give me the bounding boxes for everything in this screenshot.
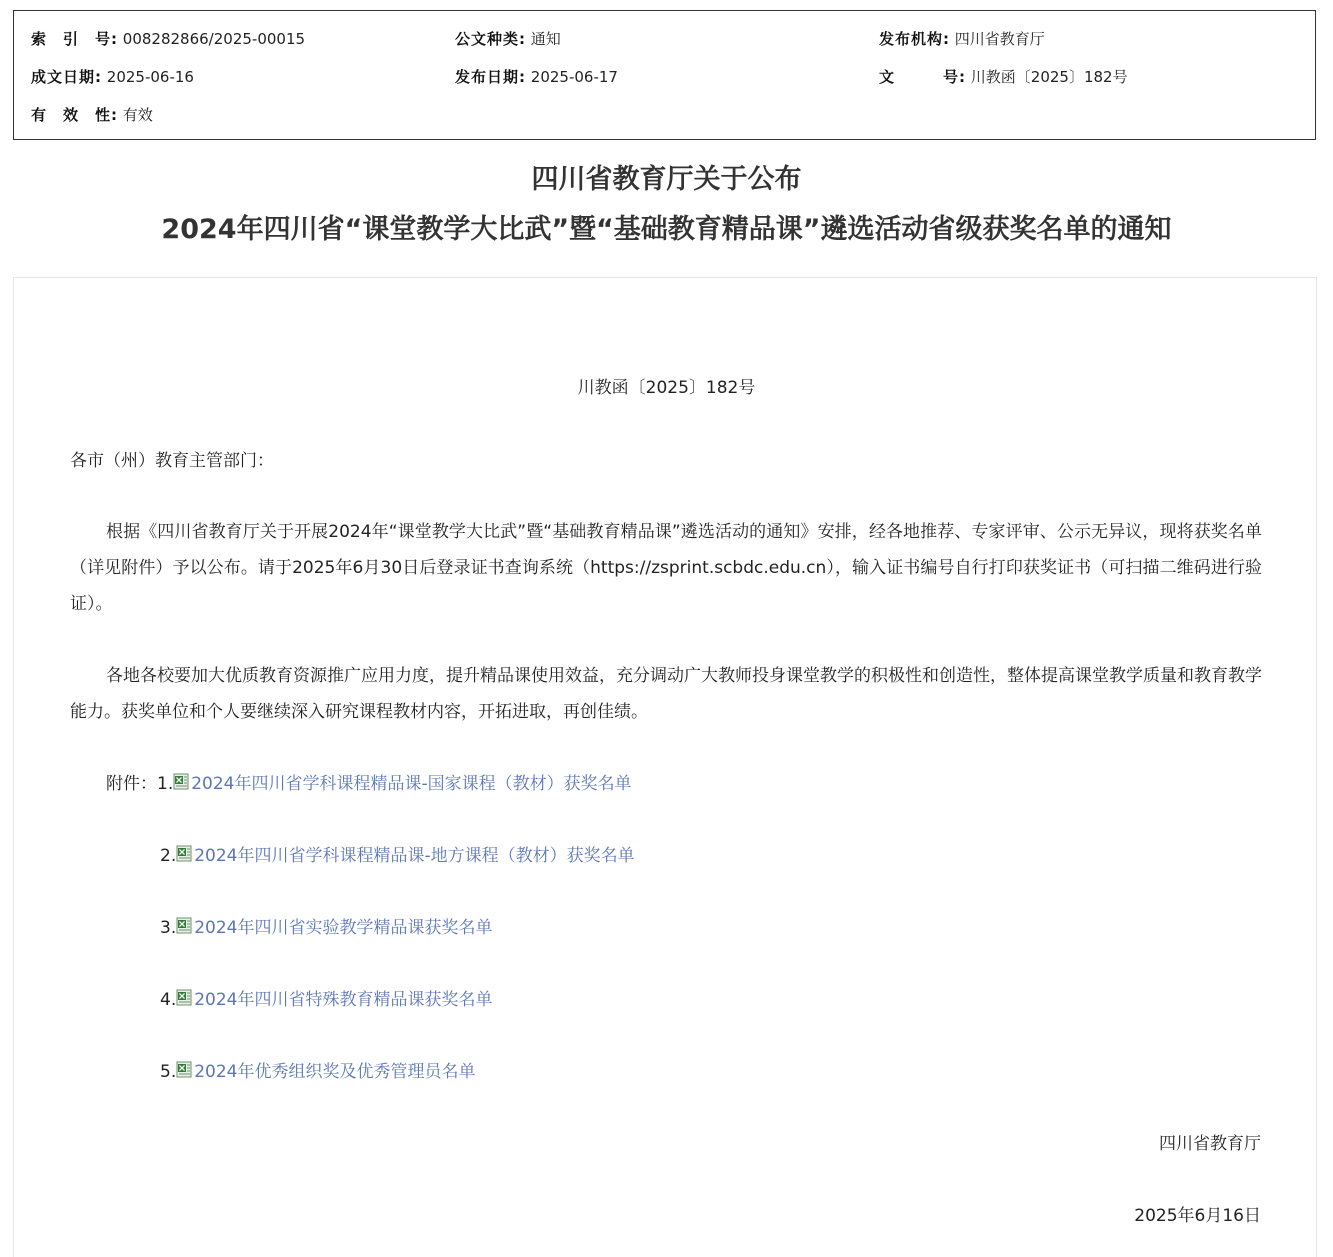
meta-index bbox=[31, 29, 305, 49]
page-title-line1: 四川省教育厅关于公布 bbox=[531, 164, 802, 195]
attachment-link[interactable]: 2024年四川省学科课程精品课-国家课程（教材）获奖名单 bbox=[191, 774, 632, 794]
attachment-item-5 bbox=[160, 1060, 476, 1084]
attachment-link[interactable]: 2024年四川省学科课程精品课-地方课程（教材）获奖名单 bbox=[194, 846, 635, 866]
page-title-line2: 2024年四川省“课堂教学大比武”暨“基础教育精品课”遴选活动省级获奖名单的通知 bbox=[161, 214, 1172, 245]
meta-doc-no-value: 川教函〔2025〕182号 bbox=[970, 68, 1128, 86]
excel-file-icon bbox=[173, 773, 190, 790]
attachment-link[interactable]: 2024年四川省特殊教育精品课获奖名单 bbox=[194, 990, 493, 1010]
excel-file-icon bbox=[176, 989, 193, 1006]
meta-validity bbox=[31, 105, 153, 125]
meta-doc-no-label: 文 号: bbox=[879, 68, 966, 86]
paragraph-1: 根据《四川省教育厅关于开展2024年“课堂教学大比武”暨“基础教育精品课”遴选活动的通知》安排，经各地推荐、专家评审、公示无异议，现将获奖名单（详见附件）予以公布。请于2025年6月30日后登录证书查询系统（https://zsprint.scbdc.edu.cn），输入证书编号自行打印获奖证书（可扫描二维码进行验证）。 bbox=[70, 522, 1262, 614]
excel-file-icon bbox=[176, 845, 193, 862]
salutation: 各市（州）教育主管部门： bbox=[70, 451, 274, 471]
meta-publish-date-value: 2025-06-17 bbox=[530, 68, 618, 86]
meta-publish-date-label: 发布日期: bbox=[455, 68, 526, 86]
article-content bbox=[13, 277, 1317, 1257]
meta-written-date-label: 成文日期: bbox=[31, 68, 102, 86]
meta-issuer-label: 发布机构: bbox=[879, 30, 950, 48]
signature-date: 2025年6月16日 bbox=[1134, 1206, 1261, 1226]
excel-file-icon bbox=[176, 917, 193, 934]
meta-validity-value: 有效 bbox=[122, 106, 153, 124]
attachment-number: 1. bbox=[157, 774, 174, 794]
attachment-number: 2. bbox=[160, 846, 177, 866]
meta-type-value: 通知 bbox=[530, 30, 561, 48]
attachment-item-1 bbox=[106, 772, 632, 796]
attachment-item-4 bbox=[160, 988, 493, 1012]
signature-org: 四川省教育厅 bbox=[1159, 1134, 1261, 1154]
meta-written-date bbox=[31, 67, 194, 87]
meta-index-label: 索 引 号: bbox=[31, 30, 118, 48]
attachment-link[interactable]: 2024年优秀组织奖及优秀管理员名单 bbox=[194, 1062, 476, 1082]
attachment-number: 4. bbox=[160, 990, 177, 1010]
doc-number: 川教函〔2025〕182号 bbox=[577, 378, 756, 398]
meta-doc-no bbox=[879, 67, 1128, 87]
metadata-table bbox=[13, 10, 1316, 140]
paragraph-2: 各地各校要加大优质教育资源推广应用力度，提升精品课使用效益，充分调动广大教师投身课堂教学的积极性和创造性，整体提高课堂教学质量和教育教学能力。获奖单位和个人要继续深入研究课程教材内容，开拓进取，再创佳绩。 bbox=[70, 666, 1262, 722]
meta-written-date-value: 2025-06-16 bbox=[106, 68, 194, 86]
meta-issuer bbox=[879, 29, 1045, 49]
attachment-item-3 bbox=[160, 916, 493, 940]
meta-publish-date bbox=[455, 67, 618, 87]
excel-file-icon bbox=[176, 1061, 193, 1078]
meta-validity-label: 有 效 性: bbox=[31, 106, 118, 124]
meta-type bbox=[455, 29, 561, 49]
meta-type-label: 公文种类: bbox=[455, 30, 526, 48]
attachment-link[interactable]: 2024年四川省实验教学精品课获奖名单 bbox=[194, 918, 493, 938]
attachment-item-2 bbox=[160, 844, 635, 868]
attachment-number: 5. bbox=[160, 1062, 177, 1082]
meta-index-value: 008282866/2025-00015 bbox=[122, 30, 306, 48]
meta-issuer-value: 四川省教育厅 bbox=[954, 30, 1045, 48]
attachment-number: 3. bbox=[160, 918, 177, 938]
attachments-label: 附件： bbox=[106, 774, 157, 794]
